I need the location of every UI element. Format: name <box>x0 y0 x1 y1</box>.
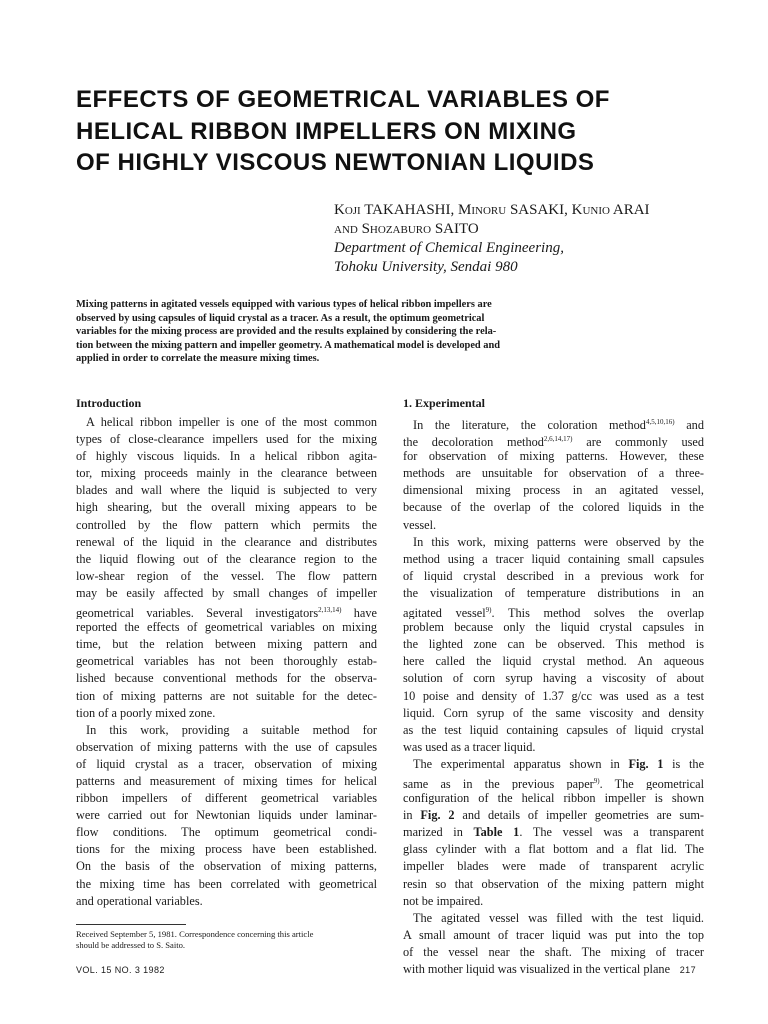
abstract-line: applied in order to correlate the measure mixing times. <box>76 353 320 364</box>
right-column <box>403 396 704 978</box>
text-line: of the vessel near the shaft. The mixing of tracer <box>403 944 704 959</box>
text-line: In this work, mixing patterns were observed by the <box>413 534 704 549</box>
abstract-line: variables for the mixing process are provided and the results explained by considering the rela- <box>76 326 497 337</box>
text-line: On the basis of the observation of mixing patterns, <box>76 859 377 874</box>
left-column <box>76 396 377 910</box>
text-line: high shearing, but the overall mixing appears to be <box>76 500 377 515</box>
text-line: solution of corn syrup having a viscosity of about <box>403 671 704 686</box>
text-line: not be impaired. <box>403 893 484 908</box>
abstract-line: tion between the mixing pattern and impeller geometry. A mathematical model is developed and <box>76 339 501 351</box>
text-line: impeller blades were made of transparent acrylic <box>403 859 704 874</box>
text-line: the lighted zone can be observed. This method is <box>403 637 704 652</box>
page-number: 217 <box>679 965 696 975</box>
article-title <box>76 84 696 179</box>
title-line: HELICAL RIBBON IMPELLERS ON MIXING <box>76 117 577 145</box>
text-line: with mother liquid was visualized in the vertical plane <box>403 962 671 976</box>
text-line: the decoloration method$^{2,6,14,17)}$ are commonly used <box>403 435 704 449</box>
text-line: The agitated vessel was filled with the test liquid. <box>413 910 704 925</box>
text-line: as the test liquid containing capsules of liquid crystal <box>403 722 704 737</box>
text-line: glass cylinder with a flat bottom and a flat lid. The <box>403 842 704 857</box>
author-names: Koji TAKAHASHI, Minoru SASAKI, Kunio ARAI <box>334 202 650 218</box>
text-line: lished because conventional methods for the observa- <box>76 671 377 686</box>
text-line: and operational variables. <box>76 893 203 908</box>
text-line: problem because only the liquid crystal capsules in <box>403 620 704 635</box>
footnote-line: should be addressed to S. Saito. <box>76 939 186 950</box>
author-names-continued: and Shozaburo SAITO <box>334 221 479 237</box>
text-line: of highly viscous liquids. In a helical ribbon agita- <box>76 449 377 464</box>
text-line: blades and wall where the liquid is subjected to very <box>76 483 377 498</box>
abstract-line: Mixing patterns in agitated vessels equipped with various types of helical ribbon impellers are <box>76 299 492 310</box>
text-line: liquid. Corn syrup of the same viscosity and density <box>403 705 704 720</box>
text-line: tor, mixing proceeds mainly in the clearance between <box>76 466 377 481</box>
text-line: method using a tracer liquid containing small capsules <box>403 551 704 566</box>
abstract <box>76 298 696 366</box>
text-line: was used as a tracer liquid. <box>403 739 536 754</box>
affiliation-department: Department of Chemical Engineering, <box>334 240 564 256</box>
author-block <box>334 201 734 277</box>
text-line: in Fig. 2 and details of impeller geometries are sum- <box>403 808 704 823</box>
text-line: flow conditions. The optimum geometrical condi- <box>76 825 377 840</box>
section-heading-experimental: 1. Experimental <box>403 396 485 410</box>
text-line: patterns and measurement of mixing times for helical <box>76 773 377 788</box>
text-line: the liquid flowing out of the clearance region to the <box>76 551 377 566</box>
text-line: A small amount of tracer liquid was put into the top <box>403 927 704 942</box>
text-line: controlled by the flow pattern which permits the <box>76 517 377 532</box>
text-line: In the literature, the coloration method$^{4,5,10,16)}$ and <box>413 418 704 432</box>
text-line: of liquid crystal described in a previous work for <box>403 568 704 583</box>
experimental-text <box>403 414 704 978</box>
text-line: tion of mixing patterns are not suitable for the detec- <box>76 688 377 703</box>
text-line: configuration of the helical ribbon impeller is shown <box>403 791 704 806</box>
section-heading-introduction: Introduction <box>76 396 142 410</box>
text-line: tion of a poorly mixed zone. <box>76 705 216 720</box>
text-line: The experimental apparatus shown in Fig. 1 is the <box>413 756 704 771</box>
title-line: EFFECTS OF GEOMETRICAL VARIABLES OF <box>76 86 610 113</box>
text-line: marized in Table 1. The vessel was a transparent <box>403 825 704 840</box>
text-line: vessel. <box>403 517 437 532</box>
text-line: geometrical variables has not been thoroughly estab- <box>76 654 377 669</box>
text-line: of liquid crystal as a tracer, observation of mixing <box>76 756 377 771</box>
text-line: time, but the relation between mixing pattern and <box>76 637 377 652</box>
footnote-divider <box>76 924 186 925</box>
text-line: reported the effects of geometrical variables on mixing <box>76 620 377 635</box>
footnote-line: Received September 5, 1981. Correspondence concerning this article <box>76 929 314 939</box>
text-line: the mixing time has been correlated with geometrical <box>76 876 377 891</box>
title-line: OF HIGHLY VISCOUS NEWTONIAN LIQUIDS <box>76 149 595 176</box>
text-line: A helical ribbon impeller is one of the most common <box>86 415 377 429</box>
footnote <box>76 929 376 950</box>
text-line: methods are unsuitable for observation of a three- <box>403 466 704 481</box>
text-line: types of close-clearance impellers used for the mixing <box>76 432 377 447</box>
text-line: the visualization of temperature distributions in an <box>403 585 704 600</box>
text-line: observation of mixing patterns with the use of capsules <box>76 739 377 754</box>
text-line: tions for the mixing process have been established. <box>76 842 377 857</box>
text-line: here called the liquid crystal method. An aqueous <box>403 654 704 669</box>
text-line: geometrical variables. Several investigators$^{2,13,14)}$ have <box>76 606 377 620</box>
text-line: same as in the previous paper$^{9)}$. The geometrical <box>403 776 704 791</box>
text-line: because of the overlap of the colored liquids in the <box>403 500 704 515</box>
journal-volume-issue: VOL. 15 NO. 3 1982 <box>76 965 165 975</box>
affiliation-university: Tohoku University, Sendai 980 <box>334 259 518 275</box>
introduction-text <box>76 414 377 910</box>
text-line: 10 poise and density of 1.37 g/cc was used as a test <box>403 688 704 703</box>
text-line: resin so that observation of the mixing pattern might <box>403 876 704 891</box>
text-line: for observation of mixing patterns. However, these <box>403 449 704 464</box>
text-line: agitated vessel$^{9)}$. This method solves the overlap <box>403 606 704 620</box>
text-line: renewal of the liquid in the clearance and distributes <box>76 534 377 549</box>
text-line: In this work, providing a suitable method for <box>86 722 377 737</box>
text-line: were carried out for Newtonian liquids under laminar- <box>76 808 377 823</box>
abstract-line: observed by using capsules of liquid crystal as a tracer. As a result, the optimum geometrical <box>76 312 485 324</box>
text-line: dimensional mixing process in an agitated vessel, <box>403 483 704 498</box>
text-line: ribbon impellers of different geometrical variables <box>76 791 377 806</box>
text-line: may be easily affected by small changes of impeller <box>76 585 377 600</box>
text-line: low-shear region of the vessel. The flow pattern <box>76 568 377 583</box>
